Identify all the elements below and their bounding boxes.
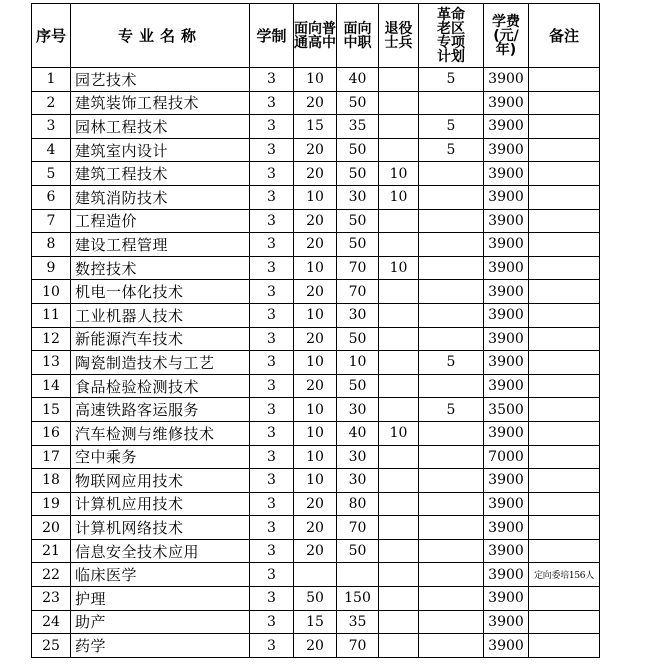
cell-no: 22 xyxy=(32,563,71,587)
cell-veteran: 10 xyxy=(379,421,419,445)
cell-vocational: 50 xyxy=(337,209,379,233)
table-row xyxy=(32,115,600,139)
cell-veteran xyxy=(379,68,419,92)
cell-vocational: 50 xyxy=(337,162,379,186)
cell-note xyxy=(529,610,600,634)
cell-no: 14 xyxy=(32,374,71,398)
table-row xyxy=(32,138,600,162)
cell-years: 3 xyxy=(250,610,294,634)
cell-years: 3 xyxy=(250,421,294,445)
cell-no: 21 xyxy=(32,539,71,563)
cell-major: 助产 xyxy=(71,610,250,634)
table-row xyxy=(32,351,600,375)
cell-general-hs: 20 xyxy=(294,634,337,658)
cell-fee: 3500 xyxy=(484,398,529,422)
cell-vocational: 30 xyxy=(337,185,379,209)
cell-veteran xyxy=(379,563,419,587)
cell-general-hs: 20 xyxy=(294,280,337,304)
header-fee: 学费(元/年) xyxy=(484,4,529,68)
cell-revolution xyxy=(419,634,484,658)
cell-revolution xyxy=(419,445,484,469)
cell-revolution: 5 xyxy=(419,138,484,162)
cell-note xyxy=(529,516,600,540)
cell-veteran xyxy=(379,539,419,563)
cell-fee: 3900 xyxy=(484,539,529,563)
cell-vocational: 50 xyxy=(337,233,379,257)
table-row xyxy=(32,162,600,186)
cell-major: 信息安全技术应用 xyxy=(71,539,250,563)
cell-no: 7 xyxy=(32,209,71,233)
cell-no: 12 xyxy=(32,327,71,351)
cell-no: 1 xyxy=(32,68,71,92)
cell-major: 建筑消防技术 xyxy=(71,185,250,209)
cell-fee: 3900 xyxy=(484,303,529,327)
cell-no: 3 xyxy=(32,115,71,139)
cell-years: 3 xyxy=(250,445,294,469)
cell-general-hs xyxy=(294,563,337,587)
table-row xyxy=(32,256,600,280)
cell-major: 建筑室内设计 xyxy=(71,138,250,162)
header-row xyxy=(32,4,600,68)
cell-revolution xyxy=(419,162,484,186)
cell-years: 3 xyxy=(250,233,294,257)
cell-revolution xyxy=(419,256,484,280)
cell-fee: 3900 xyxy=(484,634,529,658)
cell-major: 计算机应用技术 xyxy=(71,492,250,516)
cell-general-hs: 20 xyxy=(294,209,337,233)
cell-veteran xyxy=(379,327,419,351)
cell-years: 3 xyxy=(250,327,294,351)
cell-major: 空中乘务 xyxy=(71,445,250,469)
cell-general-hs: 50 xyxy=(294,587,337,611)
cell-note xyxy=(529,587,600,611)
cell-vocational: 50 xyxy=(337,327,379,351)
cell-veteran xyxy=(379,280,419,304)
table-row xyxy=(32,68,600,92)
cell-general-hs: 10 xyxy=(294,256,337,280)
cell-no: 8 xyxy=(32,233,71,257)
cell-no: 5 xyxy=(32,162,71,186)
cell-note xyxy=(529,445,600,469)
table-body xyxy=(32,68,600,658)
table-row xyxy=(32,492,600,516)
cell-vocational: 50 xyxy=(337,91,379,115)
cell-general-hs: 10 xyxy=(294,185,337,209)
cell-note xyxy=(529,469,600,493)
cell-veteran xyxy=(379,351,419,375)
cell-note xyxy=(529,68,600,92)
cell-note xyxy=(529,233,600,257)
cell-revolution xyxy=(419,563,484,587)
cell-vocational: 50 xyxy=(337,539,379,563)
cell-fee: 3900 xyxy=(484,374,529,398)
cell-fee: 3900 xyxy=(484,233,529,257)
cell-vocational: 30 xyxy=(337,398,379,422)
cell-veteran xyxy=(379,492,419,516)
cell-revolution xyxy=(419,516,484,540)
cell-revolution xyxy=(419,492,484,516)
header-vocational: 面向中职 xyxy=(337,4,379,68)
cell-general-hs: 10 xyxy=(294,445,337,469)
table-row xyxy=(32,185,600,209)
cell-veteran xyxy=(379,469,419,493)
cell-revolution xyxy=(419,610,484,634)
cell-major: 园艺技术 xyxy=(71,68,250,92)
cell-veteran xyxy=(379,209,419,233)
cell-major: 护理 xyxy=(71,587,250,611)
cell-vocational: 30 xyxy=(337,445,379,469)
cell-note xyxy=(529,492,600,516)
cell-general-hs: 20 xyxy=(294,492,337,516)
cell-years: 3 xyxy=(250,303,294,327)
cell-vocational: 35 xyxy=(337,115,379,139)
cell-veteran xyxy=(379,610,419,634)
table-row xyxy=(32,327,600,351)
cell-years: 3 xyxy=(250,539,294,563)
cell-general-hs: 20 xyxy=(294,539,337,563)
table-row xyxy=(32,303,600,327)
table-row xyxy=(32,516,600,540)
cell-fee: 3900 xyxy=(484,91,529,115)
cell-years: 3 xyxy=(250,351,294,375)
table-row xyxy=(32,280,600,304)
cell-no: 11 xyxy=(32,303,71,327)
cell-vocational: 50 xyxy=(337,138,379,162)
cell-note xyxy=(529,115,600,139)
cell-general-hs: 20 xyxy=(294,91,337,115)
cell-major: 建设工程管理 xyxy=(71,233,250,257)
cell-vocational: 70 xyxy=(337,256,379,280)
cell-note xyxy=(529,162,600,186)
cell-veteran: 10 xyxy=(379,256,419,280)
cell-years: 3 xyxy=(250,563,294,587)
cell-major: 工业机器人技术 xyxy=(71,303,250,327)
cell-no: 17 xyxy=(32,445,71,469)
cell-fee: 7000 xyxy=(484,445,529,469)
cell-years: 3 xyxy=(250,91,294,115)
table-row xyxy=(32,233,600,257)
cell-fee: 3900 xyxy=(484,610,529,634)
cell-major: 机电一体化技术 xyxy=(71,280,250,304)
cell-fee: 3900 xyxy=(484,492,529,516)
header-note: 备注 xyxy=(529,4,600,68)
cell-general-hs: 15 xyxy=(294,610,337,634)
cell-veteran xyxy=(379,303,419,327)
cell-revolution xyxy=(419,91,484,115)
cell-revolution xyxy=(419,185,484,209)
cell-vocational: 70 xyxy=(337,634,379,658)
cell-major: 建筑工程技术 xyxy=(71,162,250,186)
cell-note xyxy=(529,280,600,304)
cell-no: 20 xyxy=(32,516,71,540)
cell-note xyxy=(529,91,600,115)
enrollment-plan-table xyxy=(31,3,600,658)
cell-veteran xyxy=(379,115,419,139)
cell-veteran xyxy=(379,587,419,611)
table-row xyxy=(32,374,600,398)
cell-revolution xyxy=(419,209,484,233)
cell-general-hs: 10 xyxy=(294,68,337,92)
cell-major: 建筑装饰工程技术 xyxy=(71,91,250,115)
cell-no: 25 xyxy=(32,634,71,658)
cell-major: 汽车检测与维修技术 xyxy=(71,421,250,445)
cell-revolution xyxy=(419,539,484,563)
cell-major: 临床医学 xyxy=(71,563,250,587)
header-revolution: 革命老区专项计划 xyxy=(419,4,484,68)
cell-revolution xyxy=(419,374,484,398)
cell-vocational: 40 xyxy=(337,421,379,445)
cell-years: 3 xyxy=(250,138,294,162)
cell-no: 24 xyxy=(32,610,71,634)
cell-no: 16 xyxy=(32,421,71,445)
cell-years: 3 xyxy=(250,469,294,493)
cell-note xyxy=(529,327,600,351)
header-general-hs: 面向普通高中 xyxy=(294,4,337,68)
cell-major: 物联网应用技术 xyxy=(71,469,250,493)
cell-fee: 3900 xyxy=(484,115,529,139)
table-row xyxy=(32,587,600,611)
cell-revolution xyxy=(419,587,484,611)
header-years: 学制 xyxy=(250,4,294,68)
table-row xyxy=(32,634,600,658)
cell-vocational: 30 xyxy=(337,469,379,493)
cell-note xyxy=(529,351,600,375)
cell-years: 3 xyxy=(250,280,294,304)
cell-veteran xyxy=(379,445,419,469)
cell-fee: 3900 xyxy=(484,421,529,445)
cell-vocational: 10 xyxy=(337,351,379,375)
cell-major: 计算机网络技术 xyxy=(71,516,250,540)
cell-note xyxy=(529,421,600,445)
table-row xyxy=(32,563,600,587)
cell-general-hs: 20 xyxy=(294,138,337,162)
cell-major: 药学 xyxy=(71,634,250,658)
cell-vocational: 70 xyxy=(337,280,379,304)
cell-revolution: 5 xyxy=(419,68,484,92)
cell-vocational: 70 xyxy=(337,516,379,540)
cell-major: 园林工程技术 xyxy=(71,115,250,139)
cell-vocational: 150 xyxy=(337,587,379,611)
cell-major: 陶瓷制造技术与工艺 xyxy=(71,351,250,375)
cell-no: 10 xyxy=(32,280,71,304)
cell-note xyxy=(529,256,600,280)
cell-vocational: 80 xyxy=(337,492,379,516)
cell-note xyxy=(529,138,600,162)
cell-no: 18 xyxy=(32,469,71,493)
table-row xyxy=(32,398,600,422)
cell-fee: 3900 xyxy=(484,209,529,233)
cell-fee: 3900 xyxy=(484,327,529,351)
cell-veteran xyxy=(379,233,419,257)
cell-fee: 3900 xyxy=(484,469,529,493)
cell-veteran xyxy=(379,374,419,398)
table-row xyxy=(32,421,600,445)
cell-note xyxy=(529,185,600,209)
cell-vocational: 35 xyxy=(337,610,379,634)
cell-general-hs: 20 xyxy=(294,374,337,398)
cell-general-hs: 10 xyxy=(294,351,337,375)
cell-vocational xyxy=(337,563,379,587)
cell-fee: 3900 xyxy=(484,280,529,304)
cell-vocational: 30 xyxy=(337,303,379,327)
cell-no: 4 xyxy=(32,138,71,162)
cell-revolution xyxy=(419,421,484,445)
cell-revolution: 5 xyxy=(419,398,484,422)
cell-years: 3 xyxy=(250,209,294,233)
cell-veteran xyxy=(379,398,419,422)
cell-no: 19 xyxy=(32,492,71,516)
cell-note xyxy=(529,398,600,422)
cell-years: 3 xyxy=(250,492,294,516)
cell-fee: 3900 xyxy=(484,68,529,92)
cell-veteran: 10 xyxy=(379,185,419,209)
cell-years: 3 xyxy=(250,398,294,422)
cell-revolution xyxy=(419,303,484,327)
cell-revolution xyxy=(419,280,484,304)
cell-fee: 3900 xyxy=(484,138,529,162)
cell-major: 数控技术 xyxy=(71,256,250,280)
cell-no: 9 xyxy=(32,256,71,280)
cell-revolution xyxy=(419,233,484,257)
table-row xyxy=(32,445,600,469)
table-row xyxy=(32,91,600,115)
cell-note xyxy=(529,303,600,327)
cell-fee: 3900 xyxy=(484,516,529,540)
cell-veteran xyxy=(379,516,419,540)
cell-major: 食品检验检测技术 xyxy=(71,374,250,398)
cell-fee: 3900 xyxy=(484,256,529,280)
header-major: 专业名称 xyxy=(71,4,250,68)
cell-fee: 3900 xyxy=(484,162,529,186)
cell-years: 3 xyxy=(250,516,294,540)
cell-fee: 3900 xyxy=(484,563,529,587)
cell-years: 3 xyxy=(250,256,294,280)
cell-revolution xyxy=(419,327,484,351)
cell-veteran xyxy=(379,634,419,658)
cell-revolution: 5 xyxy=(419,351,484,375)
cell-fee: 3900 xyxy=(484,185,529,209)
cell-no: 15 xyxy=(32,398,71,422)
header-veteran: 退役士兵 xyxy=(379,4,419,68)
cell-note xyxy=(529,634,600,658)
cell-fee: 3900 xyxy=(484,587,529,611)
cell-general-hs: 10 xyxy=(294,421,337,445)
cell-no: 13 xyxy=(32,351,71,375)
cell-no: 6 xyxy=(32,185,71,209)
cell-general-hs: 20 xyxy=(294,327,337,351)
cell-general-hs: 10 xyxy=(294,398,337,422)
table-row xyxy=(32,610,600,634)
cell-no: 23 xyxy=(32,587,71,611)
cell-revolution xyxy=(419,469,484,493)
cell-general-hs: 20 xyxy=(294,233,337,257)
cell-years: 3 xyxy=(250,162,294,186)
cell-note xyxy=(529,374,600,398)
cell-major: 高速铁路客运服务 xyxy=(71,398,250,422)
cell-note xyxy=(529,209,600,233)
cell-fee: 3900 xyxy=(484,351,529,375)
table-row xyxy=(32,469,600,493)
cell-no: 2 xyxy=(32,91,71,115)
header-no: 序号 xyxy=(32,4,71,68)
cell-veteran xyxy=(379,138,419,162)
cell-years: 3 xyxy=(250,587,294,611)
cell-general-hs: 20 xyxy=(294,162,337,186)
cell-general-hs: 10 xyxy=(294,303,337,327)
cell-veteran xyxy=(379,91,419,115)
cell-vocational: 50 xyxy=(337,374,379,398)
cell-note: 定向委培156人 xyxy=(529,563,600,587)
cell-major: 新能源汽车技术 xyxy=(71,327,250,351)
cell-note xyxy=(529,539,600,563)
table-row xyxy=(32,209,600,233)
cell-years: 3 xyxy=(250,634,294,658)
cell-revolution: 5 xyxy=(419,115,484,139)
cell-years: 3 xyxy=(250,374,294,398)
cell-years: 3 xyxy=(250,115,294,139)
cell-vocational: 40 xyxy=(337,68,379,92)
cell-general-hs: 10 xyxy=(294,469,337,493)
cell-general-hs: 15 xyxy=(294,115,337,139)
cell-veteran: 10 xyxy=(379,162,419,186)
cell-major: 工程造价 xyxy=(71,209,250,233)
cell-years: 3 xyxy=(250,68,294,92)
cell-years: 3 xyxy=(250,185,294,209)
cell-general-hs: 20 xyxy=(294,516,337,540)
table-row xyxy=(32,539,600,563)
